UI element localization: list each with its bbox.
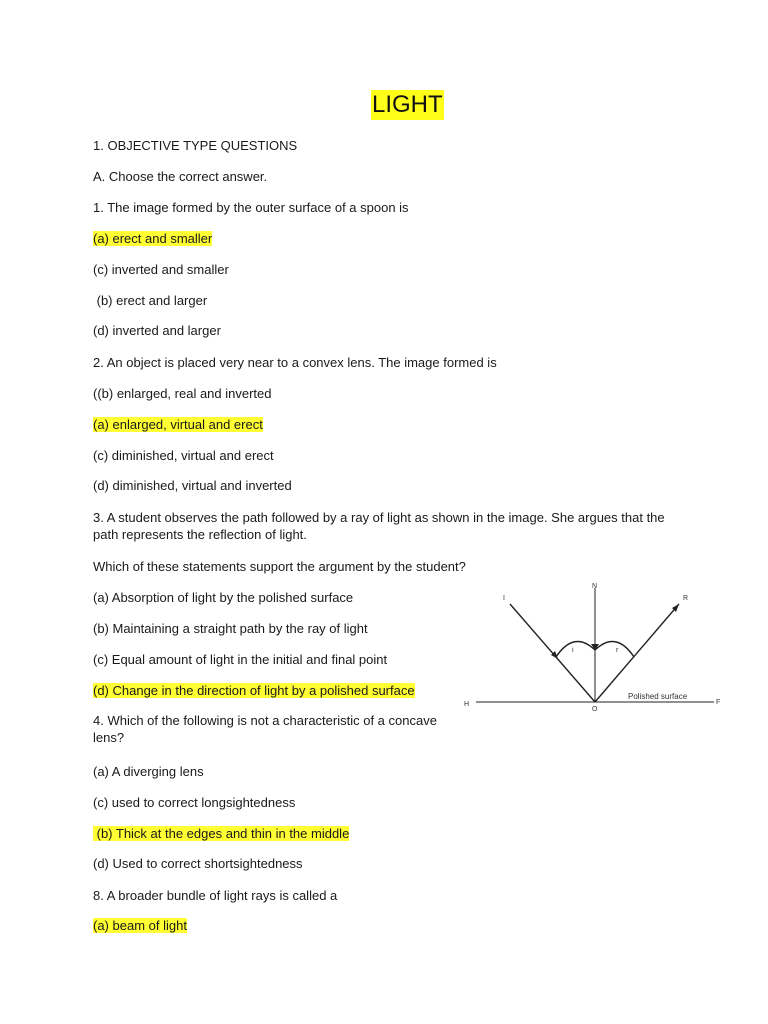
question-8: 8. A broader bundle of light rays is called a [93,888,338,903]
q2-option-d: (d) diminished, virtual and inverted [93,478,292,493]
question-3-line-1: 3. A student observes the path followed by a ray of light as shown in the image. She argues that the [93,510,665,525]
answer-highlight: (a) beam of light [93,918,187,933]
question-3-subquestion: Which of these statements support the argument by the student? [93,559,466,574]
answer-highlight: (b) Thick at the edges and thin in the middle [93,826,350,841]
section-heading: 1. OBJECTIVE TYPE QUESTIONS [93,138,298,153]
q4-option-a: (a) A diverging lens [93,764,204,779]
label-n: N [592,583,598,590]
q4-option-b [93,825,349,842]
q1-option-c: (c) inverted and smaller [93,262,229,277]
reflection-diagram [458,578,728,718]
q1-option-b: (b) erect and larger [93,293,208,308]
angle-i-arc [556,641,595,657]
surface-label: Polished surface [628,692,688,701]
label-i-ray: I [503,595,505,602]
q4-option-d: (d) Used to correct shortsightedness [93,856,303,871]
question-1: 1. The image formed by the outer surface of a spoon is [93,200,409,215]
q3-option-a: (a) Absorption of light by the polished surface [93,590,354,605]
q2-option-a [93,416,263,433]
q2-option-c: (c) diminished, virtual and erect [93,448,274,463]
answer-highlight: (a) erect and smaller [93,231,213,246]
q2-option-b: ((b) enlarged, real and inverted [93,386,272,401]
reflected-ray [595,604,679,702]
question-4-line-2: lens? [93,730,125,745]
instruction-text: A. Choose the correct answer. [93,169,268,184]
q3-option-d [93,682,415,699]
q4-option-c: (c) used to correct longsightedness [93,795,296,810]
question-3-line-2: path represents the reflection of light. [93,527,307,542]
label-r-ray: R [683,595,689,602]
q1-option-a [93,230,212,247]
label-h: H [464,701,470,708]
answer-highlight: (d) Change in the direction of light by a polished surface [93,683,415,698]
q8-option-a [93,917,187,934]
page-title: LIGHT [372,91,443,118]
question-2: 2. An object is placed very near to a convex lens. The image formed is [93,355,497,370]
incident-ray [510,604,595,702]
q1-option-d: (d) inverted and larger [93,323,221,338]
q3-option-c: (c) Equal amount of light in the initial and final point [93,652,388,667]
label-o: O [592,706,598,713]
q3-option-b: (b) Maintaining a straight path by the ray of light [93,621,368,636]
answer-highlight: (a) enlarged, virtual and erect [93,417,263,432]
label-f: F [716,699,721,706]
question-4-line-1: 4. Which of the following is not a characteristic of a concave [93,713,437,728]
label-angle-i: i [572,647,574,654]
angle-r-arc [595,641,634,657]
label-angle-r: r [616,647,619,654]
